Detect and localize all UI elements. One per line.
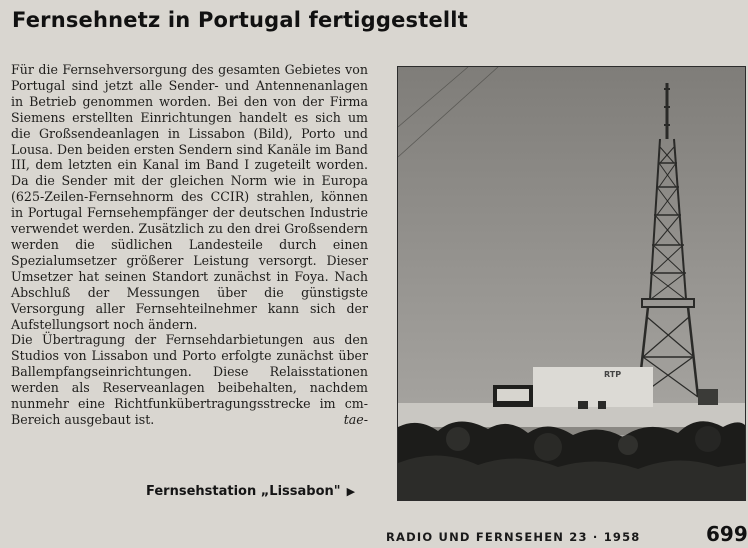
building-sign: RTP bbox=[604, 370, 622, 379]
article-body bbox=[11, 62, 368, 428]
photo-caption bbox=[146, 484, 376, 499]
photo-caption-text: Fernsehstation „Lissabon" bbox=[146, 484, 341, 499]
author-signature: tae- bbox=[343, 411, 368, 427]
page-number: 699 bbox=[706, 522, 748, 546]
article-paragraph-2: Die Übertragung der Fernsehdarbietungen aus den Studios von Lissabon und Porto erfolgte zunächst über Ballempfangseinrichtungen. Diese Relaisstationen werden als Reserveanlagen beibehalten, nachdem nunmehr eine Richtfunkübertragungsstrecke im cm-Bereich ausgebaut ist. bbox=[11, 332, 368, 427]
tv-station-photo bbox=[397, 66, 746, 501]
caption-arrow-icon: ▶ bbox=[346, 485, 356, 498]
journal-footer: RADIO UND FERNSEHEN 23 · 1958 bbox=[386, 530, 641, 544]
tv-tower-illustration bbox=[398, 67, 745, 500]
article-paragraph-1: Für die Fernsehversorgung des gesamten Gebietes von Portugal sind jetzt alle Sender- und Antennenanlagen in Betrieb genommen worden. Bei den von der Firma Siemens erstellten Einrichtungen handelt es sich um die Großsendeanlagen in Lissabon (Bild), Porto und Lousa. Den beiden ersten Sendern sind Kanäle im Band III, dem letzten ein Kanal im Band I zugeteilt worden. Da die Sender mit der gleichen Norm wie in Europa (625-Zeilen-Fernsehnorm des CCIR) strahlen, können in Portugal Fernsehempfänger der deutschen Industrie verwendet werden. Zusätzlich zu den drei Großsendern werden die südlichen Landesteile durch einen Spezialumsetzer größerer Leistung versorgt. Dieser Umsetzer hat seinen Standort zunächst in Foya. Nach Abschluß der Messungen über die günstigste Versorgung aller Fernsehteilnehmer kann sich der Aufstellungsort noch ändern. bbox=[11, 62, 368, 332]
article-title: Fernsehnetz in Portugal fertiggestellt bbox=[12, 8, 468, 32]
